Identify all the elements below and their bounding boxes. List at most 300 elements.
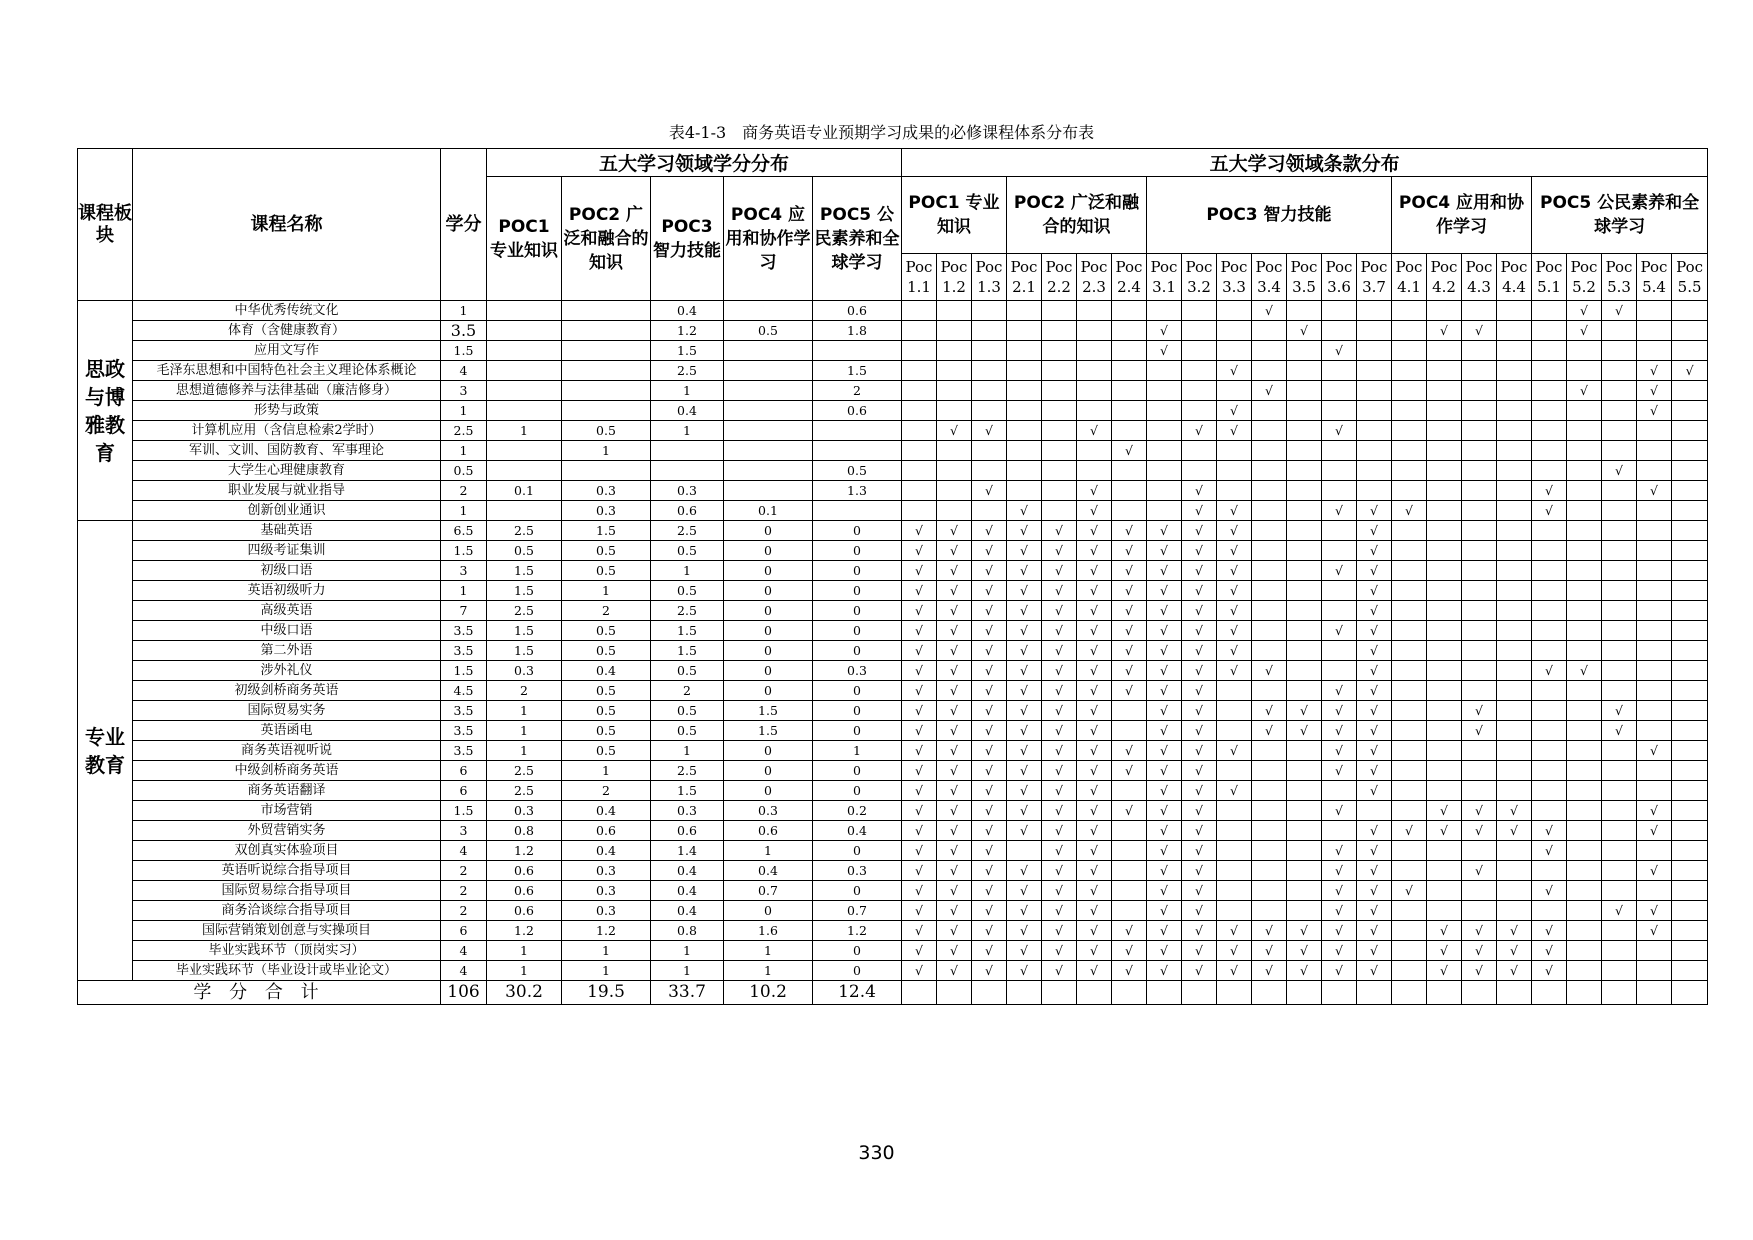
clause-cell — [937, 481, 972, 501]
clause-cell — [1007, 341, 1042, 361]
clause-cell: √ — [1147, 341, 1182, 361]
table-row — [78, 561, 1708, 581]
clause-cell: √ — [1147, 681, 1182, 701]
clause-cell — [1637, 761, 1672, 781]
header-sub-poc: Poc 5.5 — [1672, 254, 1708, 301]
clause-cell: √ — [1287, 961, 1322, 981]
clause-cell — [1532, 561, 1567, 581]
header-credit-poc5: POC5 公民素养和全球学习 — [813, 177, 902, 301]
table-row — [78, 481, 1708, 501]
clause-cell — [1672, 801, 1708, 821]
table-row — [78, 761, 1708, 781]
clause-cell: √ — [1182, 821, 1217, 841]
clause-cell: √ — [1637, 361, 1672, 381]
credit-cell: 1 — [724, 841, 813, 861]
clause-cell — [1602, 941, 1637, 961]
header-credit-poc1: POC1 专业知识 — [487, 177, 562, 301]
table-row — [78, 461, 1708, 481]
clause-cell: √ — [902, 901, 937, 921]
clause-cell: √ — [1637, 821, 1672, 841]
clause-cell — [1287, 801, 1322, 821]
table-row — [78, 861, 1708, 881]
clause-cell — [1602, 421, 1637, 441]
table-row — [78, 881, 1708, 901]
clause-cell — [1637, 641, 1672, 661]
clause-cell: √ — [972, 661, 1007, 681]
clause-cell: √ — [1462, 801, 1497, 821]
clause-cell — [1637, 321, 1672, 341]
course-name: 应用文写作 — [133, 341, 441, 361]
clause-cell — [972, 501, 1007, 521]
credit-cell — [562, 301, 651, 321]
header-sub-poc: Poc 3.6 — [1322, 254, 1357, 301]
credit-cell: 0 — [724, 761, 813, 781]
clause-cell — [1672, 301, 1708, 321]
clause-cell: √ — [1217, 961, 1252, 981]
clause-cell: √ — [1147, 741, 1182, 761]
clause-cell: √ — [1007, 881, 1042, 901]
header-credit-distribution: 五大学习领域学分分布 — [487, 149, 902, 177]
table-row — [78, 701, 1708, 721]
clause-cell: √ — [972, 821, 1007, 841]
clause-cell: √ — [1322, 701, 1357, 721]
clause-cell: √ — [1042, 541, 1077, 561]
clause-cell: √ — [1322, 421, 1357, 441]
clause-cell: √ — [1427, 821, 1462, 841]
clause-cell — [1392, 701, 1427, 721]
credit-cell: 0 — [813, 641, 902, 661]
clause-cell — [1427, 521, 1462, 541]
clause-cell: √ — [1147, 901, 1182, 921]
clause-cell — [1602, 921, 1637, 941]
course-name: 中级口语 — [133, 621, 441, 641]
clause-cell — [1567, 481, 1602, 501]
clause-cell: √ — [937, 741, 972, 761]
clause-cell: √ — [1497, 961, 1532, 981]
clause-cell — [1252, 781, 1287, 801]
credit-cell: 0.5 — [651, 661, 724, 681]
clause-cell — [1287, 601, 1322, 621]
clause-cell: √ — [1637, 921, 1672, 941]
credit-cell: 0 — [813, 561, 902, 581]
credit-cell: 1.5 — [724, 701, 813, 721]
clause-cell — [1392, 921, 1427, 941]
clause-cell — [1392, 801, 1427, 821]
clause-cell — [1112, 321, 1147, 341]
clause-cell: √ — [972, 881, 1007, 901]
clause-cell — [1532, 461, 1567, 481]
credit-cell: 0 — [724, 661, 813, 681]
clause-cell — [1287, 401, 1322, 421]
clause-cell — [1497, 761, 1532, 781]
credit-cell: 0 — [813, 961, 902, 981]
course-name: 职业发展与就业指导 — [133, 481, 441, 501]
clause-cell — [1462, 401, 1497, 421]
clause-cell: √ — [1112, 921, 1147, 941]
clause-cell — [1077, 341, 1112, 361]
clause-cell — [1672, 961, 1708, 981]
credit-cell: 1.5 — [487, 561, 562, 581]
credit-cell: 0 — [724, 901, 813, 921]
credit-cell — [724, 341, 813, 361]
credit-cell — [724, 381, 813, 401]
header-sub-poc: Poc 3.3 — [1217, 254, 1252, 301]
clause-cell — [1567, 721, 1602, 741]
clause-cell: √ — [902, 841, 937, 861]
clause-cell — [1532, 781, 1567, 801]
clause-cell: √ — [972, 521, 1007, 541]
clause-cell — [1427, 301, 1462, 321]
clause-cell: √ — [1532, 501, 1567, 521]
clause-cell — [1217, 801, 1252, 821]
clause-cell — [1462, 381, 1497, 401]
clause-cell — [1532, 741, 1567, 761]
clause-cell: √ — [972, 541, 1007, 561]
credit-cell: 0.3 — [562, 861, 651, 881]
total-clause-cell — [1217, 981, 1252, 1005]
clause-cell: √ — [1182, 801, 1217, 821]
clause-cell — [1392, 321, 1427, 341]
clause-cell — [1567, 641, 1602, 661]
credit-cell: 1.6 — [724, 921, 813, 941]
credit-cell: 0.5 — [562, 641, 651, 661]
clause-cell: √ — [1532, 481, 1567, 501]
course-name: 毕业实践环节（顶岗实习） — [133, 941, 441, 961]
clause-cell: √ — [1182, 561, 1217, 581]
table-row — [78, 361, 1708, 381]
clause-cell — [1252, 601, 1287, 621]
clause-cell: √ — [1042, 961, 1077, 981]
total-clause-cell — [1287, 981, 1322, 1005]
clause-cell — [1252, 481, 1287, 501]
clause-cell — [1182, 401, 1217, 421]
clause-cell — [1672, 461, 1708, 481]
clause-cell: √ — [937, 901, 972, 921]
clause-cell: √ — [1182, 841, 1217, 861]
clause-cell — [1322, 361, 1357, 381]
total-credit-cell: 33.7 — [651, 981, 724, 1005]
clause-cell: √ — [1357, 681, 1392, 701]
course-credits: 3.5 — [441, 741, 487, 761]
clause-cell — [1462, 901, 1497, 921]
clause-cell: √ — [1322, 741, 1357, 761]
clause-cell: √ — [1182, 541, 1217, 561]
clause-cell — [902, 461, 937, 481]
table-row — [78, 781, 1708, 801]
clause-cell: √ — [1602, 701, 1637, 721]
clause-cell: √ — [1077, 801, 1112, 821]
clause-cell — [1532, 901, 1567, 921]
clause-cell: √ — [972, 741, 1007, 761]
clause-cell — [1672, 701, 1708, 721]
credit-cell — [813, 501, 902, 521]
credit-cell: 0 — [813, 621, 902, 641]
clause-cell — [1217, 381, 1252, 401]
clause-cell — [1672, 321, 1708, 341]
clause-cell: √ — [1322, 761, 1357, 781]
clause-cell: √ — [1077, 501, 1112, 521]
clause-cell — [1147, 401, 1182, 421]
clause-cell — [1287, 541, 1322, 561]
credit-cell: 2.5 — [651, 601, 724, 621]
clause-cell — [1077, 301, 1112, 321]
clause-cell: √ — [1217, 601, 1252, 621]
clause-cell: √ — [1217, 941, 1252, 961]
clause-cell — [1077, 361, 1112, 381]
clause-cell — [1672, 761, 1708, 781]
clause-cell: √ — [1252, 921, 1287, 941]
credit-cell: 1 — [487, 421, 562, 441]
clause-cell — [1042, 501, 1077, 521]
clause-cell — [1637, 661, 1672, 681]
clause-cell — [1637, 721, 1672, 741]
total-clause-cell — [902, 981, 937, 1005]
clause-cell — [1532, 761, 1567, 781]
clause-cell — [1497, 741, 1532, 761]
clause-cell: √ — [1042, 661, 1077, 681]
credit-cell: 0.5 — [651, 541, 724, 561]
clause-cell — [1287, 841, 1322, 861]
clause-cell: √ — [1322, 561, 1357, 581]
clause-cell — [937, 461, 972, 481]
clause-cell — [1182, 321, 1217, 341]
clause-cell: √ — [1147, 941, 1182, 961]
course-credits: 3.5 — [441, 701, 487, 721]
clause-cell — [1427, 541, 1462, 561]
clause-cell — [1112, 821, 1147, 841]
clause-cell: √ — [1077, 521, 1112, 541]
clause-cell: √ — [1042, 861, 1077, 881]
course-credits: 1 — [441, 581, 487, 601]
clause-cell — [1287, 821, 1322, 841]
credit-cell: 1.2 — [651, 321, 724, 341]
clause-cell — [1182, 301, 1217, 321]
credit-cell: 1.8 — [813, 321, 902, 341]
clause-cell: √ — [1042, 741, 1077, 761]
clause-cell: √ — [902, 881, 937, 901]
clause-cell: √ — [1182, 501, 1217, 521]
course-name: 英语函电 — [133, 721, 441, 741]
page-number: 330 — [858, 1142, 895, 1164]
clause-cell: √ — [1077, 781, 1112, 801]
clause-cell — [1217, 681, 1252, 701]
clause-cell — [1602, 441, 1637, 461]
credit-cell: 0 — [813, 581, 902, 601]
clause-cell: √ — [1042, 621, 1077, 641]
clause-cell — [1672, 521, 1708, 541]
clause-cell — [1217, 301, 1252, 321]
credit-cell — [724, 441, 813, 461]
clause-cell: √ — [972, 561, 1007, 581]
credit-cell: 0 — [813, 541, 902, 561]
clause-cell — [1322, 641, 1357, 661]
clause-cell — [1392, 781, 1427, 801]
clause-cell — [1182, 441, 1217, 461]
clause-cell: √ — [1287, 941, 1322, 961]
clause-cell — [1077, 441, 1112, 461]
credit-cell: 0.5 — [562, 701, 651, 721]
clause-cell: √ — [1217, 661, 1252, 681]
credit-cell: 1 — [487, 741, 562, 761]
clause-cell: √ — [1182, 941, 1217, 961]
clause-cell: √ — [937, 621, 972, 641]
clause-cell — [1427, 441, 1462, 461]
header-clause-distribution: 五大学习领域条款分布 — [902, 149, 1708, 177]
clause-cell: √ — [1287, 321, 1322, 341]
clause-cell — [1287, 761, 1322, 781]
clause-cell: √ — [1147, 541, 1182, 561]
total-credit-cell: 19.5 — [562, 981, 651, 1005]
table-row — [78, 521, 1708, 541]
clause-cell — [1672, 741, 1708, 761]
header-sub-poc: Poc 5.4 — [1637, 254, 1672, 301]
clause-cell — [1357, 441, 1392, 461]
course-credits: 3 — [441, 381, 487, 401]
clause-cell — [1602, 861, 1637, 881]
clause-cell — [1042, 301, 1077, 321]
course-credits: 2 — [441, 901, 487, 921]
clause-cell: √ — [1217, 781, 1252, 801]
credit-cell: 1.5 — [487, 641, 562, 661]
total-clause-cell — [1322, 981, 1357, 1005]
credit-cell: 1.2 — [487, 921, 562, 941]
clause-cell: √ — [1182, 701, 1217, 721]
credit-cell: 0.5 — [562, 541, 651, 561]
clause-cell: √ — [1042, 601, 1077, 621]
clause-cell — [1287, 381, 1322, 401]
clause-cell — [1532, 301, 1567, 321]
clause-cell — [1497, 781, 1532, 801]
credit-cell: 0 — [813, 601, 902, 621]
table-row — [78, 681, 1708, 701]
clause-cell — [1427, 601, 1462, 621]
clause-cell — [1217, 481, 1252, 501]
clause-cell — [1532, 601, 1567, 621]
clause-cell: √ — [937, 561, 972, 581]
clause-cell: √ — [1182, 721, 1217, 741]
clause-cell — [1112, 721, 1147, 741]
table-row — [78, 301, 1708, 321]
clause-cell — [1567, 461, 1602, 481]
clause-cell — [1602, 601, 1637, 621]
clause-cell — [1252, 621, 1287, 641]
course-credits: 1 — [441, 401, 487, 421]
clause-cell: √ — [937, 841, 972, 861]
clause-cell — [1357, 301, 1392, 321]
clause-cell: √ — [1217, 361, 1252, 381]
clause-cell — [1567, 581, 1602, 601]
clause-cell: √ — [1462, 861, 1497, 881]
clause-cell — [1287, 901, 1322, 921]
credit-cell: 0.5 — [651, 581, 724, 601]
clause-cell: √ — [1567, 301, 1602, 321]
credit-cell: 0.4 — [651, 301, 724, 321]
clause-cell — [1392, 581, 1427, 601]
course-name: 思想道德修养与法律基础（廉洁修身） — [133, 381, 441, 401]
clause-cell: √ — [1217, 921, 1252, 941]
table-row — [78, 501, 1708, 521]
course-credits: 1.5 — [441, 541, 487, 561]
course-credits: 2 — [441, 481, 487, 501]
clause-cell: √ — [972, 901, 1007, 921]
credit-cell — [487, 341, 562, 361]
clause-cell — [902, 361, 937, 381]
table-row — [78, 321, 1708, 341]
clause-cell — [1427, 761, 1462, 781]
clause-cell — [1392, 941, 1427, 961]
clause-cell: √ — [1077, 941, 1112, 961]
clause-cell — [1077, 401, 1112, 421]
clause-cell — [902, 381, 937, 401]
course-name: 中级剑桥商务英语 — [133, 761, 441, 781]
clause-cell: √ — [937, 661, 972, 681]
clause-cell — [1007, 361, 1042, 381]
credit-cell: 0.5 — [562, 421, 651, 441]
total-clause-cell — [1077, 981, 1112, 1005]
clause-cell: √ — [1602, 721, 1637, 741]
header-sub-poc: Poc 4.1 — [1392, 254, 1427, 301]
total-clause-cell — [1637, 981, 1672, 1005]
clause-cell — [1322, 301, 1357, 321]
clause-cell — [1007, 481, 1042, 501]
credit-cell: 0.3 — [487, 801, 562, 821]
clause-cell: √ — [1077, 821, 1112, 841]
credit-cell: 2 — [562, 781, 651, 801]
clause-cell — [1672, 921, 1708, 941]
course-credits: 3 — [441, 821, 487, 841]
credit-cell — [487, 501, 562, 521]
clause-cell — [1427, 681, 1462, 701]
clause-cell: √ — [902, 661, 937, 681]
course-credits: 1.5 — [441, 801, 487, 821]
clause-cell: √ — [1077, 701, 1112, 721]
clause-cell — [1252, 321, 1287, 341]
course-name: 毛泽东思想和中国特色社会主义理论体系概论 — [133, 361, 441, 381]
credit-cell — [487, 381, 562, 401]
clause-cell: √ — [1077, 921, 1112, 941]
clause-cell: √ — [902, 681, 937, 701]
header-module: 课程板块 — [78, 149, 133, 301]
header-sub-poc: Poc 1.1 — [902, 254, 937, 301]
credit-cell — [651, 461, 724, 481]
course-name: 四级考证集训 — [133, 541, 441, 561]
clause-cell: √ — [1357, 781, 1392, 801]
clause-cell — [1427, 561, 1462, 581]
clause-cell: √ — [1287, 721, 1322, 741]
clause-cell — [1112, 361, 1147, 381]
credit-cell: 0 — [724, 601, 813, 621]
clause-cell — [1462, 841, 1497, 861]
clause-cell: √ — [1637, 481, 1672, 501]
clause-cell: √ — [1077, 481, 1112, 501]
clause-cell — [1147, 421, 1182, 441]
clause-cell — [1532, 441, 1567, 461]
clause-cell — [1602, 541, 1637, 561]
total-clause-cell — [1252, 981, 1287, 1005]
clause-cell: √ — [1637, 381, 1672, 401]
clause-cell: √ — [902, 541, 937, 561]
course-credits: 1.5 — [441, 341, 487, 361]
clause-cell: √ — [972, 781, 1007, 801]
credit-cell: 1 — [651, 381, 724, 401]
clause-cell — [1252, 441, 1287, 461]
table-row — [78, 601, 1708, 621]
clause-cell: √ — [1042, 881, 1077, 901]
table-row — [78, 801, 1708, 821]
clause-cell: √ — [1567, 321, 1602, 341]
course-credits: 2.5 — [441, 421, 487, 441]
clause-cell: √ — [1077, 961, 1112, 981]
